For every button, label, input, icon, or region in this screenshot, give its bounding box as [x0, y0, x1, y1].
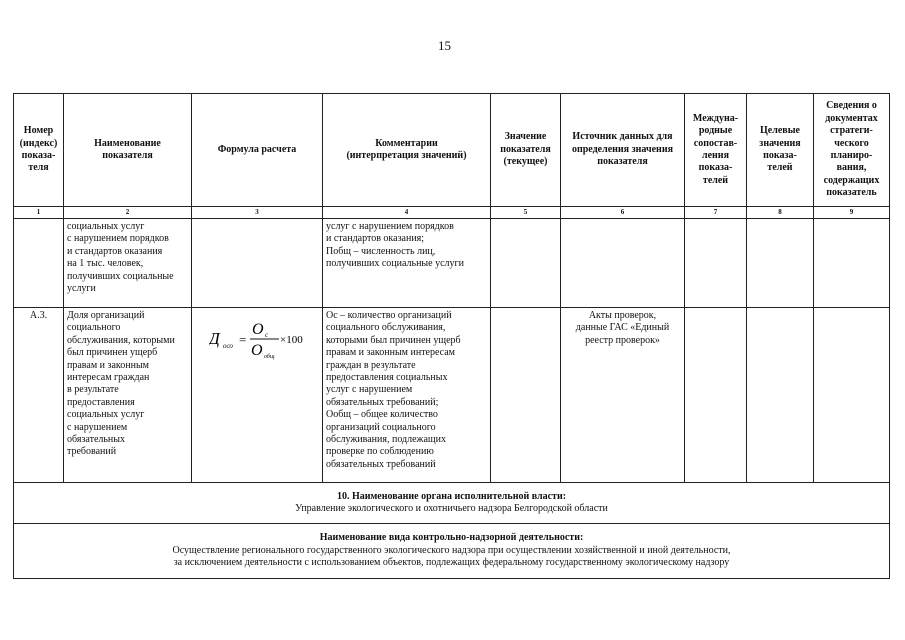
row-index [14, 219, 64, 308]
formula-equals: = [239, 332, 247, 347]
formula-expression [209, 318, 309, 360]
row-international [685, 308, 747, 483]
formula-lhs: Д [209, 329, 220, 348]
column-number: 6 [561, 207, 685, 219]
row-formula [192, 219, 323, 308]
column-numbers-row [14, 207, 890, 219]
formula-lhs-sub: осо [223, 342, 233, 350]
row-target [747, 308, 814, 483]
activity-title: Наименование вида контрольно-надзорной деятельности: [319, 532, 584, 544]
page-number: 15 [438, 38, 451, 53]
authority-cell [14, 483, 890, 524]
row-international [685, 219, 747, 308]
row-documents [814, 219, 890, 308]
header-name: Наименование показателя [64, 94, 192, 207]
formula-multiplier: ×100 [280, 334, 303, 346]
column-number: 2 [64, 207, 192, 219]
row-comment: услуг с нарушением порядков и стандартов оказания; Побщ – численность лиц, получивших социальные услуги [323, 219, 491, 308]
activity-section [14, 524, 890, 579]
formula-numerator-sub: с [265, 331, 269, 339]
table-header-row [14, 94, 890, 207]
column-number: 8 [747, 207, 814, 219]
row-comment: Ос – количество организаций социального обслуживания, которыми был причинен ущерб правам и законным интересам граждан в результате предоставления социальных услуг с нарушением обязательных требований; Ообщ – общее количество организаций социального обслуживания, подлежащих проверке по соблюдению обязательных требований [323, 308, 491, 483]
row-index: А.3. [14, 308, 64, 483]
header-documents: Сведения о документах стратеги- ческого планиро- вания, содержащих показатель [814, 94, 890, 207]
formula-denominator-sub: общ [264, 354, 275, 360]
column-number: 5 [491, 207, 561, 219]
row-value [491, 219, 561, 308]
header-international: Междуна- родные сопостав- ления показа- телей [685, 94, 747, 207]
row-target [747, 219, 814, 308]
row-formula [192, 308, 323, 483]
row-source [561, 219, 685, 308]
row-name: социальных услуг с нарушением порядков и стандартов оказания на 1 тыс. человек, получивших социальные услуги [64, 219, 192, 308]
header-target: Целевые значения показа- телей [747, 94, 814, 207]
row-value [491, 308, 561, 483]
column-number: 9 [814, 207, 890, 219]
formula-numerator: О [252, 321, 264, 338]
header-index: Номер (индекс) показа- теля [14, 94, 64, 207]
header-value: Значение показателя (текущее) [491, 94, 561, 207]
authority-text: Управление экологического и охотничьего надзора Белгородской области [295, 503, 608, 514]
authority-section [14, 483, 890, 524]
row-name: Доля организаций социального обслуживания, которыми был причинен ущерб правам и законным интересам граждан в результате предоставления социальных услуг с нарушением обязательных требований [64, 308, 192, 483]
row-documents [814, 308, 890, 483]
column-number: 3 [192, 207, 323, 219]
header-comments: Комментарии (интерпретация значений) [323, 94, 491, 207]
table-row [14, 219, 890, 308]
row-source: Акты проверок, данные ГАС «Единый реестр проверок» [561, 308, 685, 483]
activity-text: Осуществление регионального государственного экологического надзора при осуществлении хозяйственной и иной деятельности, за исключением деятельности с использованием объектов, подлежащих федеральному государственному экологическому надзору [172, 544, 731, 569]
header-source: Источник данных для определения значения показателя [561, 94, 685, 207]
authority-title: 10. Наименование органа исполнительной власти: [336, 490, 567, 502]
indicators-table [13, 93, 890, 579]
header-formula: Формула расчета [192, 94, 323, 207]
table-row [14, 308, 890, 483]
column-number: 1 [14, 207, 64, 219]
column-number: 7 [685, 207, 747, 219]
formula-denominator: О [251, 342, 263, 359]
activity-cell [14, 524, 890, 579]
column-number: 4 [323, 207, 491, 219]
